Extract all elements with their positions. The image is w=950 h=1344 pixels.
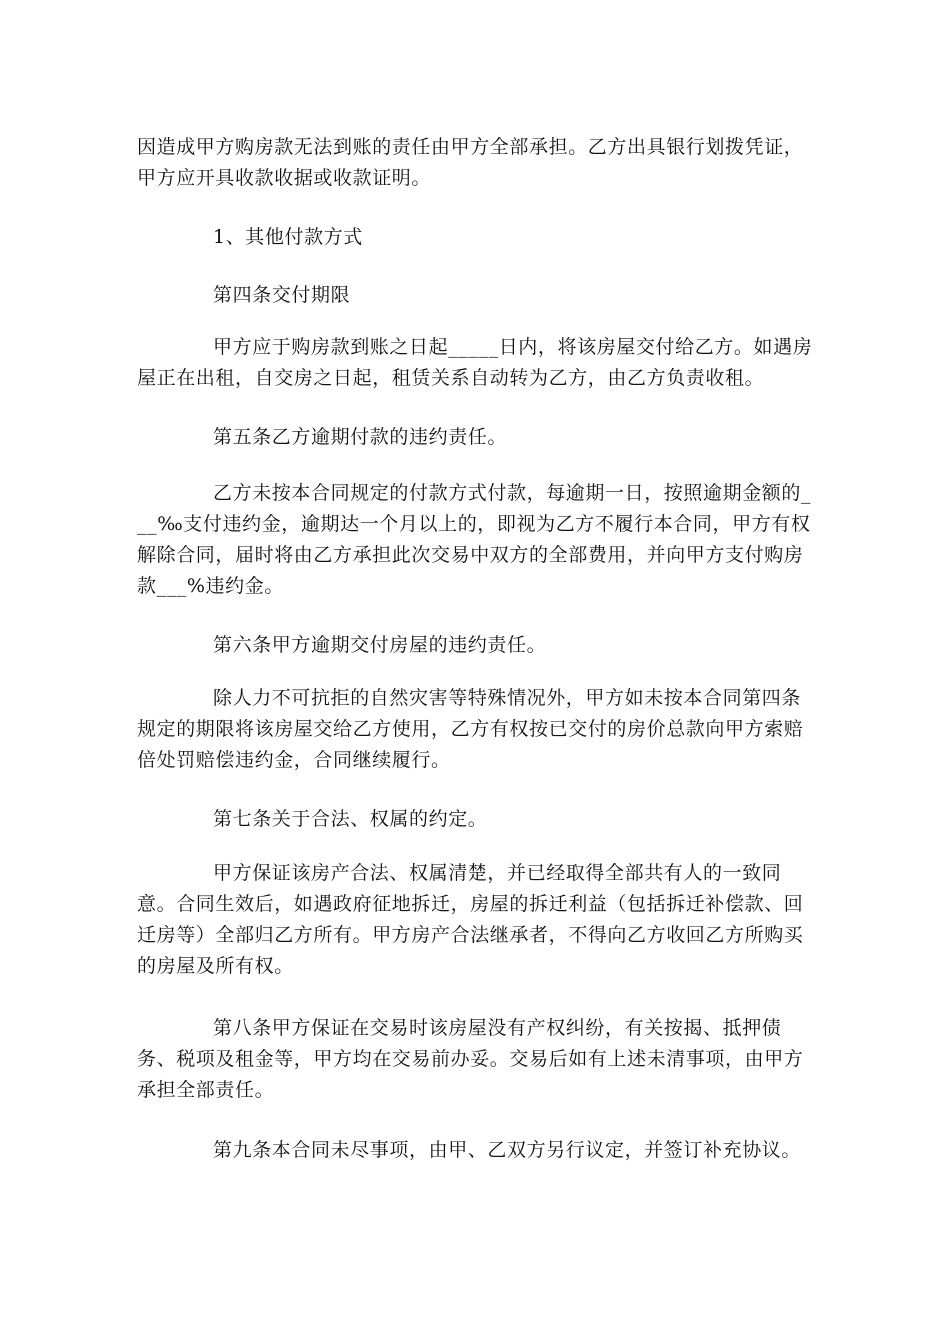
heading-article-7: 第七条关于合法、权属的约定。 bbox=[213, 808, 488, 830]
heading-article-6: 第六条甲方逾期交付房屋的违约责任。 bbox=[213, 634, 547, 656]
paragraph-article-6-body: 除人力不可抗拒的自然灾害等特殊情况外，甲方如未按本合同第四条规定的期限将该房屋交给乙方使用，乙方有权按已交付的房价总款向甲方索赔倍处罚赔偿违约金，合同继续履行。 bbox=[137, 687, 804, 771]
paragraph-article-9: 第九条本合同未尽事项，由甲、乙双方另行议定，并签订补充协议。 bbox=[213, 1139, 802, 1161]
paragraph-article-5-body: 乙方未按本合同规定的付款方式付款，每逾期一日，按照逾期金额的___‰支付违约金，逾期达一个月以上的，即视为乙方不履行本合同，甲方有权解除合同，届时将由乙方承担此次交易中双方的全部费用，并向甲方支付购房款___%违约金。 bbox=[137, 482, 812, 597]
paragraph-article-7-body: 甲方保证该房产合法、权属清楚，并已经取得全部共有人的一致同意。合同生效后，如遇政府征地拆迁，房屋的拆迁利益（包括拆迁补偿款、回迁房等）全部归乙方所有。甲方房产合法继承者，不得向乙方收回乙方所购买的房屋及所有权。 bbox=[137, 862, 804, 977]
heading-article-4: 第四条交付期限 bbox=[213, 284, 351, 306]
paragraph-payment-responsibility: 因造成甲方购房款无法到账的责任由甲方全部承担。乙方出具银行划拨凭证，甲方应开具收款收据或收款证明。 bbox=[137, 136, 804, 189]
paragraph-article-8: 第八条甲方保证在交易时该房屋没有产权纠纷，有关按揭、抵押债务、税项及租金等，甲方均在交易前办妥。交易后如有上述未清事项，由甲方承担全部责任。 bbox=[137, 1017, 804, 1101]
paragraph-other-payment-methods: 1、其他付款方式 bbox=[213, 226, 363, 248]
paragraph-article-4-body: 甲方应于购房款到账之日起_____日内，将该房屋交付给乙方。如遇房屋正在出租，自交房之日起，租赁关系自动转为乙方，由乙方负责收租。 bbox=[137, 336, 813, 389]
heading-article-5: 第五条乙方逾期付款的违约责任。 bbox=[213, 426, 508, 448]
